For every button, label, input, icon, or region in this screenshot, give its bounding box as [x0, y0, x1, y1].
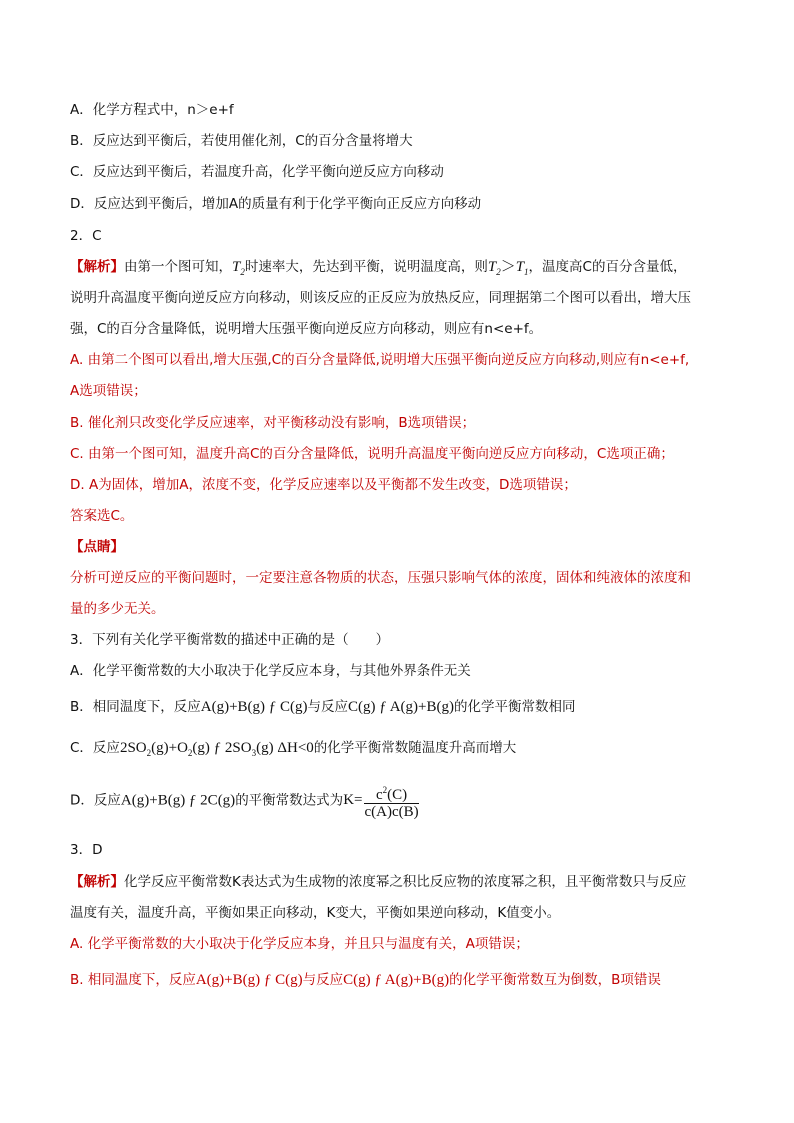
point-line1: 分析可逆反应的平衡问题时，一定要注意各物质的状态，压强只影响气体的浓度，固体和纯液体的浓度和	[70, 570, 691, 586]
q3-option-b: B．相同温度下，反应A(g)+B(g) ƒ C(g)与反应C(g) ƒ A(g)+B(g)的化学平衡常数相同	[70, 699, 576, 715]
q2-option-b: B．反应达到平衡后，若使用催化剂，C的百分含量将增大	[70, 133, 413, 149]
q3-explain-a: A. 化学平衡常数的大小取决于化学反应本身，并且只与温度有关，A项错误；	[70, 936, 529, 952]
q3-answer: 3．D	[70, 842, 103, 858]
point-line2: 量的多少无关。	[70, 601, 165, 617]
reaction-d: A(g)+B(g) ƒ 2C(g)	[120, 792, 236, 809]
q3-option-a: A．化学平衡常数的大小取决于化学反应本身，与其他外界条件无关	[70, 663, 471, 679]
q2-explain-d: D. A为固体，增加A，浓度不变，化学反应速率以及平衡都不发生改变，D选项错误；	[70, 477, 577, 493]
reaction-so2: $2SO_2(g)+O_2(g)$ ƒ $2SO_3(g)$ ΔH<0	[119, 740, 314, 758]
q2-option-d: D．反应达到平衡后，增加A的质量有利于化学平衡向正反应方向移动	[70, 196, 482, 212]
point-tag: 【点睛】	[70, 539, 124, 555]
q3-stem: 3．下列有关化学平衡常数的描述中正确的是（ ）	[70, 632, 390, 648]
q3-analysis-line1: 【解析】化学反应平衡常数K表达式为生成物的浓度幂之积比反应物的浓度幂之积，且平衡常数只与反应	[70, 874, 687, 890]
q2-explain-a-line2: A选项错误；	[70, 383, 147, 399]
q3-option-c: C．反应$2SO_2(g)+O_2(g)$ ƒ $2SO_3(g)$ ΔH<0的化学平衡常数随温度升高而增大	[70, 740, 517, 758]
q2-analysis-line2: 说明升高温度平衡向逆反应方向移动，则该反应的正反应为放热反应，同理据第二个图可以看出，增大压	[70, 290, 691, 306]
q2-analysis-line3: 强，C的百分含量降低，说明增大压强平衡向逆反应方向移动，则应有n<e+f。	[70, 321, 543, 337]
q2-option-c: C．反应达到平衡后，若温度升高，化学平衡向逆反应方向移动	[70, 164, 444, 180]
q3-explain-b: B. 相同温度下，反应A(g)+B(g) ƒ C(g)与反应C(g) ƒ A(g)+B(g)的化学平衡常数互为倒数，B项错误	[70, 972, 661, 988]
q2-explain-c: C. 由第一个图可知，温度升高C的百分含量降低，说明升高温度平衡向逆反应方向移动，C选项正确；	[70, 446, 674, 462]
q3-option-d: D．反应A(g)+B(g) ƒ 2C(g)的平衡常数达式为K= $\frac{c^2(C)}{c(A)c(B)}$	[70, 782, 419, 820]
analysis-tag-q3: 【解析】	[70, 874, 124, 890]
q2-analysis-line1: 【解析】由第一个图可知，$T_2$时速率大，先达到平衡，说明温度高，则$T_2>T_1$，温度高C的百分含量低，	[70, 259, 687, 277]
q3-analysis-line2: 温度有关，温度升高，平衡如果正向移动，K变大，平衡如果逆向移动，K值变小。	[70, 905, 561, 921]
q2-explain-b: B. 催化剂只改变化学反应速率，对平衡移动没有影响，B选项错误；	[70, 415, 476, 431]
q2-option-a: A．化学方程式中，n＞e+f	[70, 102, 234, 118]
k-expression: K= $\frac{c^2(C)}{c(A)c(B)}$	[343, 792, 418, 808]
q2-answer: 2．C	[70, 228, 102, 244]
q2-explain-a-line1: A. 由第二个图可以看出,增大压强,C的百分含量降低,说明增大压强平衡向逆反应方向移动,则应有n<e+f,	[70, 352, 690, 368]
q2-final-answer: 答案选C。	[70, 508, 134, 524]
t2-symbol: $T_2$	[232, 259, 245, 277]
reaction-ab-c: A(g)+B(g) ƒ C(g)	[200, 699, 308, 715]
reaction-c-ab: C(g) ƒ A(g)+B(g)	[348, 699, 454, 715]
t-compare: $T_2>T_1$	[487, 259, 529, 277]
analysis-tag: 【解析】	[70, 259, 124, 275]
